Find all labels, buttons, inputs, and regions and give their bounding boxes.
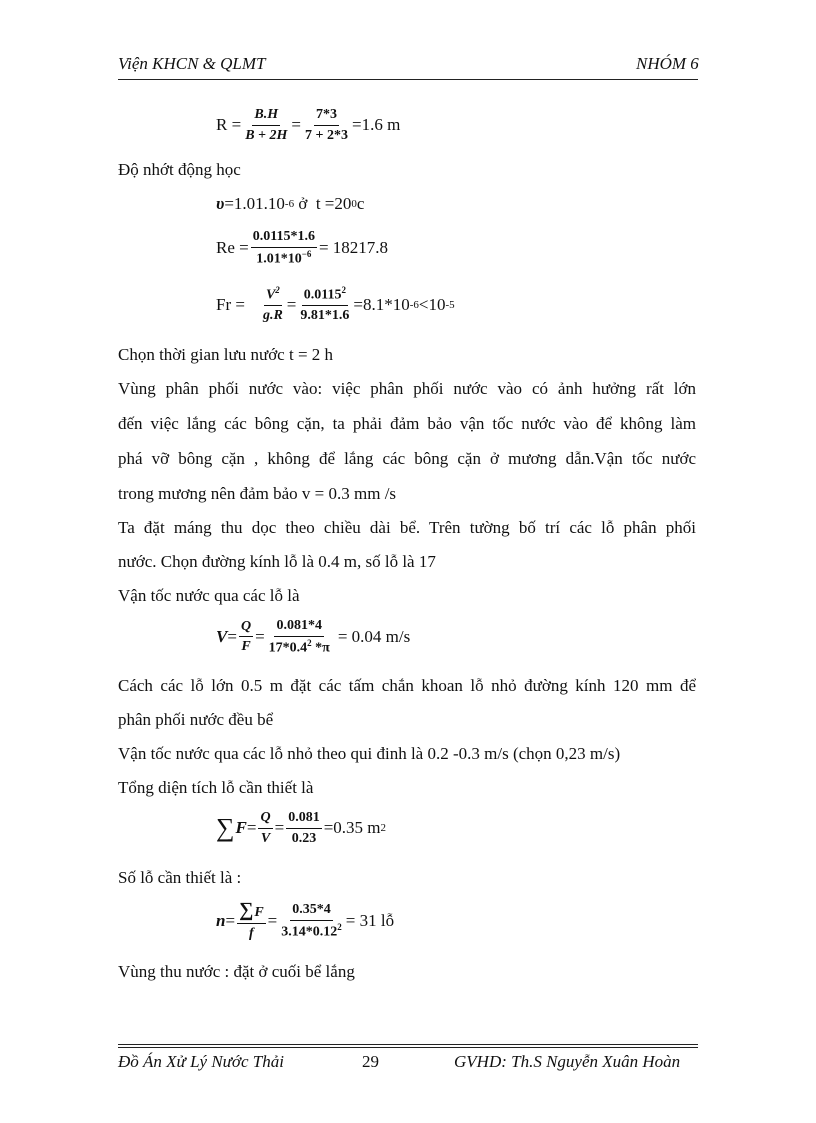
footer-rule-top [118,1044,698,1045]
equation-hydraulic-radius: R = $\frac{B.H}{B + 2H}$ = $\frac{7*3}{7 + 2*3}$ =1.6 m [216,107,401,143]
collection-zone: Vùng thu nước : đặt ở cuối bể lắng [118,962,355,981]
fraction-values [303,106,350,144]
viscosity-heading: Độ nhớt động học [118,160,241,179]
eq-r-lhs: R = [216,115,242,134]
retention-time: Chọn thời gian lưu nước t = 2 h [118,345,334,364]
page-number: 29 [362,1052,379,1071]
fraction-q-f: $\frac{Q}{F}$ [240,618,252,655]
fraction-reynolds: $\frac{0.0115*1.6}{1.01*10^{-6}}$ [252,229,315,267]
equation-viscosity: υ =1.01.10 -6 ở t =20 0 c [216,194,365,213]
paragraph-line: Cách các lỗ lớn 0.5 m đặt các tấm chắn khoan lỗ nhỏ đường kính 120 mm để [118,676,696,695]
header-rule [118,79,698,80]
equation-velocity: V = $\frac{Q}{F}$ = $\frac{0.081*4}{17*0.4^2 *\pi}$ = 0.04 m/s [216,618,411,656]
fraction-denominator: B + 2H [245,127,288,143]
velocity-heading: Vận tốc nước qua các lỗ là [118,586,300,605]
nu-symbol: υ [216,194,225,213]
paragraph-line: Vùng phân phối nước vào: việc phân phối nước vào có ảnh hưởng rất lớn [118,379,696,398]
equation-hole-count: n = $\frac{\sum F}{f}$ = $\frac{0.35*4}{3.14*0.12^2}$ = 31 lỗ [216,899,395,941]
fraction-froude-values: $\frac{0.0115^2}{9.81*1.6}$ [300,285,350,324]
footer-title: Đồ Án Xử Lý Nước Thải [118,1052,284,1071]
equation-total-area: ∑ F = $\frac{Q}{V}$ = $\frac{0.081}{0.23}$ =0.35 m 2 [216,810,387,846]
paragraph-line: trong mương nên đảm bảo v = 0.3 mm /s [118,484,397,503]
fraction-numerator: 7*3 [314,106,339,126]
small-hole-velocity: Vận tốc nước qua các lỗ nhỏ theo qui đinh là 0.2 -0.3 m/s (chọn 0,23 m/s) [118,744,621,763]
paragraph-line: nước. Chọn đường kính lỗ là 0.4 m, số lỗ là 17 [118,552,436,571]
sigma-symbol: ∑ [216,813,235,842]
fraction-q-v: $\frac{Q}{V}$ [260,810,271,846]
area-heading: Tổng diện tích lỗ cần thiết là [118,778,314,797]
fraction-velocity-values: $\frac{0.081*4}{17*0.4^2 *\pi}$ [268,618,330,656]
header-institute: Viện KHCN & QLMT [118,54,266,73]
fraction-denominator: 7 + 2*3 [305,127,348,143]
paragraph-line: Ta đặt máng thu dọc theo chiều dài bể. Trên tường bố trí các lỗ phân phối [118,518,696,537]
footer-advisor: GVHD: Th.S Nguyễn Xuân Hoàn [454,1052,681,1071]
fraction-count-values: $\frac{0.35*4}{3.14*0.12^2}$ [281,902,342,940]
paragraph-line: phân phối nước đều bể [118,710,274,729]
sigma-symbol: ∑ [239,899,254,921]
paragraph-line: phá vỡ bông cặn , không để lắng các bông cặn ở mương dẫn.Vận tốc nước [118,449,696,468]
holes-heading: Số lỗ cần thiết là : [118,868,242,887]
fraction-area-values: $\frac{0.081}{0.23}$ [288,810,320,846]
fraction-numerator: B.H [252,106,280,126]
fraction-bh [243,106,289,144]
footer-rule-bottom [118,1047,698,1048]
paragraph-line: đến việc lắng các bông cặn, ta phải đảm bảo vận tốc nước vào để không làm [118,414,696,433]
header-group: NHÓM 6 [636,54,699,73]
equation-reynolds: Re = $\frac{0.0115*1.6}{1.01*10^{-6}}$ = 18217.8 [216,229,389,267]
eq-r-result: =1.6 m [351,115,401,134]
fraction-sumf-f: $\frac{\sum F}{f}$ [239,899,264,941]
equation-froude: Fr = $\frac{V^2}{g.R}$ = $\frac{0.0115^2}{9.81*1.6}$ =8.1*10 -6 <10 -5 [216,285,455,324]
fraction-v2-gr: $\frac{V^2}{g.R}$ [262,285,283,324]
